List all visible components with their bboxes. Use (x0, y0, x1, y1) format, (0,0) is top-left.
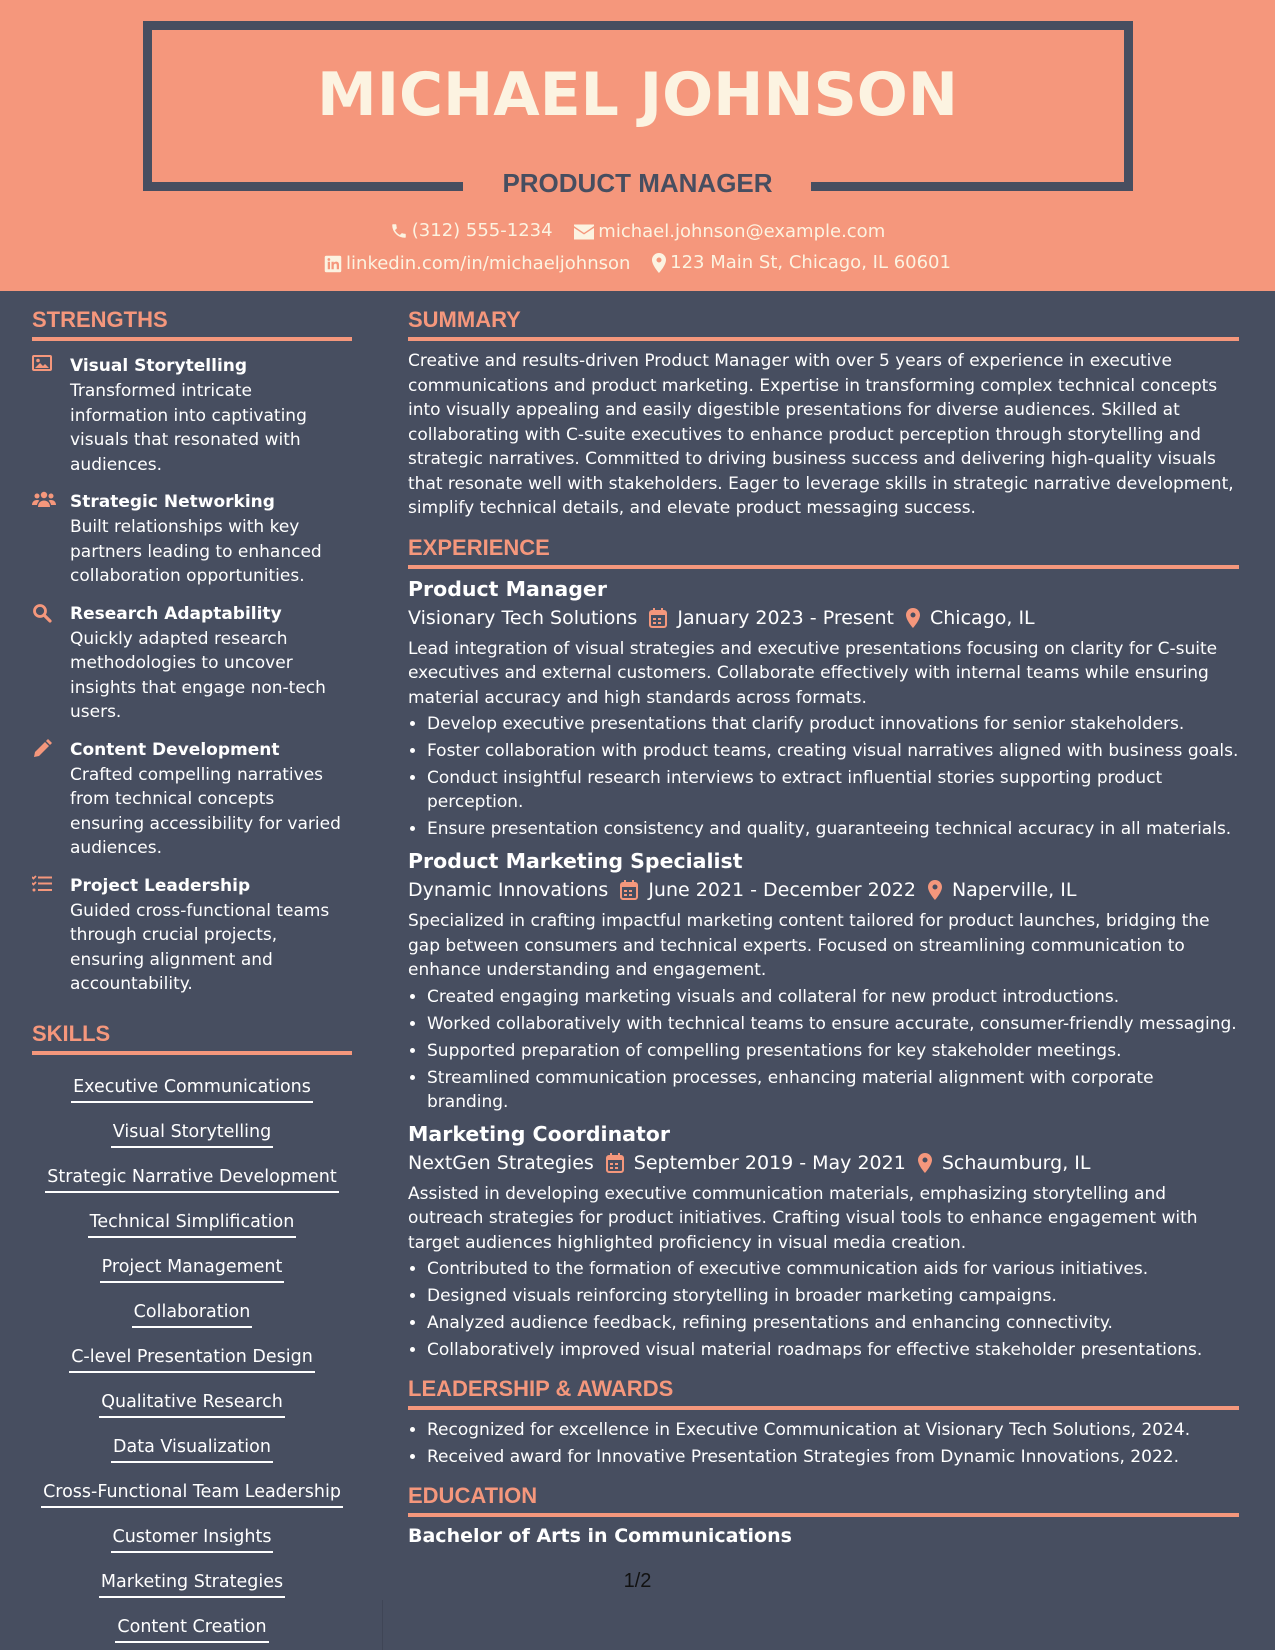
map-pin-icon (928, 880, 942, 900)
job-bullet: • Contributed to the formation of executive communication aids for various initiatives. (427, 1257, 1239, 1281)
skill-tag: Executive Communications (71, 1075, 313, 1103)
skill-tag: Content Creation (115, 1615, 268, 1643)
summary-text: Creative and results-driven Product Manager with over 5 years of experience in executive communications and product marketing. Expertise in transforming complex technical concepts into visually appealing and easily digestible presentations for diverse audiences. Skilled at collaborating with C-suite executives to enhance product perception through storytelling and strategic narratives. Committed to driving business success and delivering high-quality visuals that resonate well with stakeholders. Eager to leverage skills in strategic narrative development, simplify technical details, and elevate product messaging success. (408, 351, 1234, 518)
contact-row-1 (0, 220, 1275, 245)
address-contact (652, 252, 951, 273)
page-number: 1/2 (623, 1570, 652, 1592)
email-contact[interactable] (574, 221, 885, 242)
strength-item (32, 873, 352, 997)
skill-tag: Strategic Narrative Development (45, 1165, 339, 1193)
job-meta (408, 879, 1239, 901)
awards-heading: LEADERSHIP & AWARDS (408, 1376, 1239, 1410)
strength-title: Project Leadership (70, 875, 251, 896)
job-bullet: • Designed visuals reinforcing storytelling in broader marketing campaigns. (427, 1284, 1239, 1308)
job-dates: September 2019 - May 2021 (633, 1151, 906, 1174)
job-bullet: • Streamlined communication processes, enhancing material alignment with corporate branding. (427, 1066, 1239, 1114)
linkedin-icon (324, 255, 342, 273)
pencil-icon (32, 739, 52, 759)
map-pin-icon (652, 253, 666, 273)
list-check-icon (32, 875, 52, 893)
image-icon (32, 355, 52, 371)
job-bullets (408, 1257, 1239, 1362)
skill-tag: Data Visualization (111, 1435, 273, 1463)
linkedin-contact[interactable] (324, 253, 630, 274)
skill-tag: Cross-Functional Team Leadership (41, 1480, 343, 1508)
strength-desc: Transformed intricate information into captivating visuals that resonated with audiences. (70, 381, 307, 475)
job-description: Assisted in developing executive communication materials, emphasizing storytelling and outreach strategies for product initiatives. Crafting visual tools to enhance engagement with target audiences highlighted proficiency in visual media creation. (408, 1183, 1198, 1253)
job-bullet: • Develop executive presentations that clarify product innovations for senior stakeholders. (427, 712, 1239, 736)
strength-title: Research Adaptability (70, 603, 282, 624)
skill-tag: Collaboration (132, 1300, 253, 1328)
skill-tag: Visual Storytelling (111, 1120, 273, 1148)
skills-list (32, 1065, 352, 1650)
strength-item (32, 737, 352, 861)
strength-desc: Quickly adapted research methodologies to uncover insights that engage non-tech users. (70, 628, 326, 722)
awards-list (408, 1418, 1239, 1469)
job-bullet: • Analyzed audience feedback, refining presentations and enhancing connectivity. (427, 1311, 1239, 1335)
phone-contact[interactable] (390, 220, 553, 241)
job-meta (408, 1152, 1239, 1174)
job-meta (408, 607, 1239, 629)
job-location: Schaumburg, IL (941, 1151, 1091, 1174)
left-column (32, 291, 352, 1650)
strength-title: Visual Storytelling (70, 356, 248, 376)
job-company: Dynamic Innovations (408, 879, 609, 901)
email-text: michael.johnson@example.com (598, 221, 886, 242)
job-dates: June 2021 - December 2022 (648, 879, 916, 901)
strength-title: Strategic Networking (70, 492, 275, 512)
skills-heading: SKILLS (32, 1021, 352, 1055)
award-item: • Received award for Innovative Presentation Strategies from Dynamic Innovations, 2022. (427, 1445, 1239, 1469)
candidate-name: MICHAEL JOHNSON (316, 60, 958, 130)
job-company: NextGen Strategies (408, 1151, 594, 1174)
job-bullet: • Worked collaboratively with technical teams to ensure accurate, consumer-friendly messaging. (427, 1012, 1239, 1036)
strength-desc: Crafted compelling narratives from technical concepts ensuring accessibility for varied audiences. (70, 764, 341, 858)
job-company: Visionary Tech Solutions (408, 606, 638, 629)
map-pin-icon (918, 1153, 932, 1173)
calendar-icon (649, 608, 667, 628)
phone-text: (312) 555-1234 (411, 220, 553, 241)
job-title: PRODUCT MANAGER (502, 168, 773, 198)
job-location: Naperville, IL (951, 879, 1077, 901)
calendar-icon (620, 880, 638, 900)
map-pin-icon (906, 608, 920, 628)
address-text: 123 Main St, Chicago, IL 60601 (670, 252, 951, 273)
strength-desc: Built relationships with key partners leading to enhanced collaboration opportunities. (70, 517, 322, 586)
skill-tag: Qualitative Research (99, 1390, 285, 1418)
job-dates: January 2023 - Present (677, 606, 894, 629)
education-degree: Bachelor of Arts in Communications (408, 1525, 792, 1547)
experience-heading: EXPERIENCE (408, 535, 1239, 569)
strength-item (32, 353, 352, 477)
summary-heading: SUMMARY (408, 307, 1239, 341)
job-position: Product Manager (408, 576, 607, 601)
job-entry (408, 849, 1239, 1114)
strength-desc: Guided cross-functional teams through crucial projects, ensuring alignment and accountability. (70, 900, 330, 994)
job-bullet: • Conduct insightful research interviews to extract influential stories supporting product perception. (427, 766, 1239, 814)
award-item: • Recognized for excellence in Executive Communication at Visionary Tech Solutions, 2024. (427, 1418, 1239, 1442)
job-bullet: • Ensure presentation consistency and quality, guaranteeing technical accuracy in all materials. (427, 817, 1239, 841)
right-column (408, 291, 1239, 1547)
contact-row-2 (0, 252, 1275, 278)
education-heading: EDUCATION (408, 1483, 1239, 1517)
skill-tag: Project Management (100, 1255, 285, 1283)
search-icon (32, 603, 52, 623)
job-entry (408, 577, 1239, 842)
phone-icon (390, 222, 408, 240)
skill-tag: C-level Presentation Design (69, 1345, 315, 1373)
job-description: Lead integration of visual strategies and executive presentations focusing on clarity for C-suite executives and external customers. Collaborate effectively with internal teams while ensuring material accuracy and high standards across formats. (408, 638, 1218, 708)
strength-title: Content Development (70, 739, 280, 760)
job-bullet: • Created engaging marketing visuals and collateral for new product introductions. (427, 985, 1239, 1009)
linkedin-text: linkedin.com/in/michaeljohnson (346, 253, 631, 274)
envelope-icon (574, 224, 594, 240)
skill-tag: Customer Insights (111, 1525, 274, 1553)
job-bullet: • Supported preparation of compelling presentations for key stakeholder meetings. (427, 1039, 1239, 1063)
job-position: Product Marketing Specialist (408, 849, 743, 873)
skill-tag: Marketing Strategies (99, 1570, 285, 1598)
skill-tag: Technical Simplification (88, 1210, 297, 1238)
column-divider (382, 1600, 383, 1650)
strength-item (32, 601, 352, 725)
job-bullet: • Foster collaboration with product teams, creating visual narratives aligned with business goals. (427, 739, 1239, 763)
job-description: Specialized in crafting impactful marketing content tailored for product launches, bridging the gap between consumers and technical experts. Focused on streamlining communication to enhance understanding and engagement. (408, 911, 1210, 980)
job-position: Marketing Coordinator (408, 1121, 671, 1146)
job-bullets (408, 712, 1239, 841)
job-location: Chicago, IL (930, 606, 1035, 629)
users-icon (32, 491, 56, 507)
strengths-heading: STRENGTHS (32, 307, 352, 341)
strength-item (32, 489, 352, 589)
calendar-icon (606, 1153, 624, 1173)
job-entry (408, 1122, 1239, 1363)
header-band (0, 0, 1275, 291)
job-bullet: • Collaboratively improved visual material roadmaps for effective stakeholder presentations. (427, 1338, 1239, 1362)
job-bullets (408, 985, 1239, 1114)
